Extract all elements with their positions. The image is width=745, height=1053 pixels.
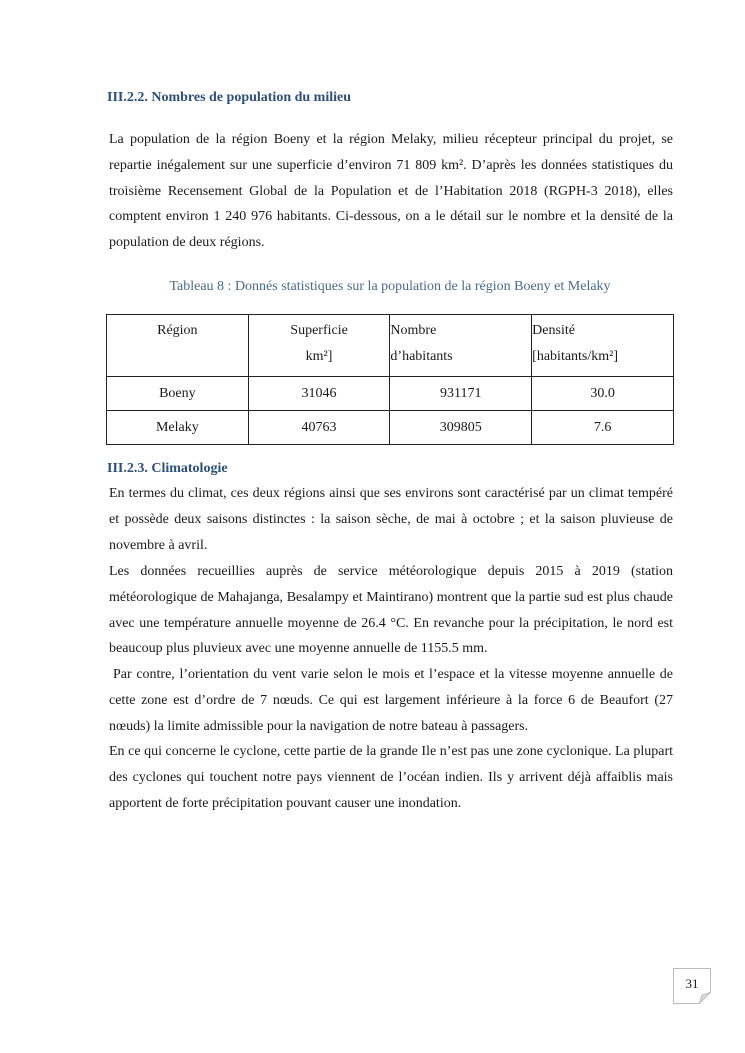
section-heading-climatologie: III.2.3. Climatologie	[107, 461, 228, 476]
table-cell-habitants: 309805	[390, 411, 532, 445]
table-cell-region: Melaky	[107, 411, 249, 445]
page-number-box	[673, 968, 711, 1004]
climat-paragraph-1: En termes du climat, ces deux régions ainsi que ses environs sont caractérisé par un climat tempéré et possède deux saisons distinctes : la saison sèche, de mai à octobre ; et la saison pluvieuse de novembre à avril.	[109, 486, 673, 553]
header-habitants	[390, 315, 532, 377]
table-row	[107, 411, 674, 445]
table-cell-habitants: 931171	[390, 377, 532, 411]
header-superficie	[248, 315, 390, 377]
header-region	[107, 315, 249, 377]
table-cell-densite: 30.0	[532, 377, 674, 411]
page-curl-icon	[699, 992, 711, 1004]
climat-paragraph-3: Par contre, l’orientation du vent varie selon le mois et l’espace et la vitesse moyenne annuelle de cette zone est d’ordre de 7 nœuds. Ce qui est largement inférieure à la force 6 de Beaufort (27 nœuds) la limite admissible pour la navigation de notre bateau à passagers.	[109, 667, 673, 734]
header-densite-line1: Densité	[532, 323, 575, 338]
table-cell-densite: 7.6	[532, 411, 674, 445]
climat-paragraph-4: En ce qui concerne le cyclone, cette partie de la grande Ile n’est pas une zone cyclonique. La plupart des cyclones qui touchent notre pays viennent de l’océan indien. Ils y arrivent déjà affaiblis mais apportent de forte précipitation pouvant causer une inondation.	[109, 744, 673, 811]
table-row	[107, 377, 674, 411]
header-habitants-line2: d’habitants	[390, 349, 453, 364]
table-header-row	[107, 315, 674, 377]
table-cell-superficie: 31046	[248, 377, 390, 411]
population-table	[106, 314, 674, 445]
header-region-label: Région	[157, 323, 198, 338]
header-habitants-line1: Nombre	[390, 323, 437, 338]
page-number: 31	[685, 976, 699, 991]
header-superficie-line2: km²]	[305, 349, 333, 364]
header-superficie-line1: Superficie	[290, 323, 348, 338]
climat-paragraph-2: Les données recueillies auprès de service météorologique depuis 2015 à 2019 (station météorologique de Mahajanga, Besalampy et Maintirano) montrent que la partie sud est plus chaude avec une température annuelle moyenne de 26.4 °C. En revanche pour la précipitation, le nord est beaucoup plus pluvieux avec une moyenne annuelle de 1155.5 mm.	[109, 564, 673, 657]
section-heading-population: III.2.2. Nombres de population du milieu	[107, 90, 352, 105]
table-cell-region: Boeny	[107, 377, 249, 411]
population-paragraph: La population de la région Boeny et la région Melaky, milieu récepteur principal du projet, se repartie inégalement sur une superficie d’environ 71 809 km². D’après les données statistiques du troisième Recensement Global de la Population et de l’Habitation 2018 (RGPH-3 2018), elles comptent environ 1 240 976 habitants. Ci-dessous, on a le détail sur le nombre et la densité de la population de deux régions.	[109, 132, 673, 251]
table-caption: Tableau 8 : Donnés statistiques sur la population de la région Boeny et Melaky	[169, 279, 611, 294]
table-cell-superficie: 40763	[248, 411, 390, 445]
header-densite-line2: [habitants/km²]	[532, 349, 619, 364]
header-densite	[532, 315, 674, 377]
